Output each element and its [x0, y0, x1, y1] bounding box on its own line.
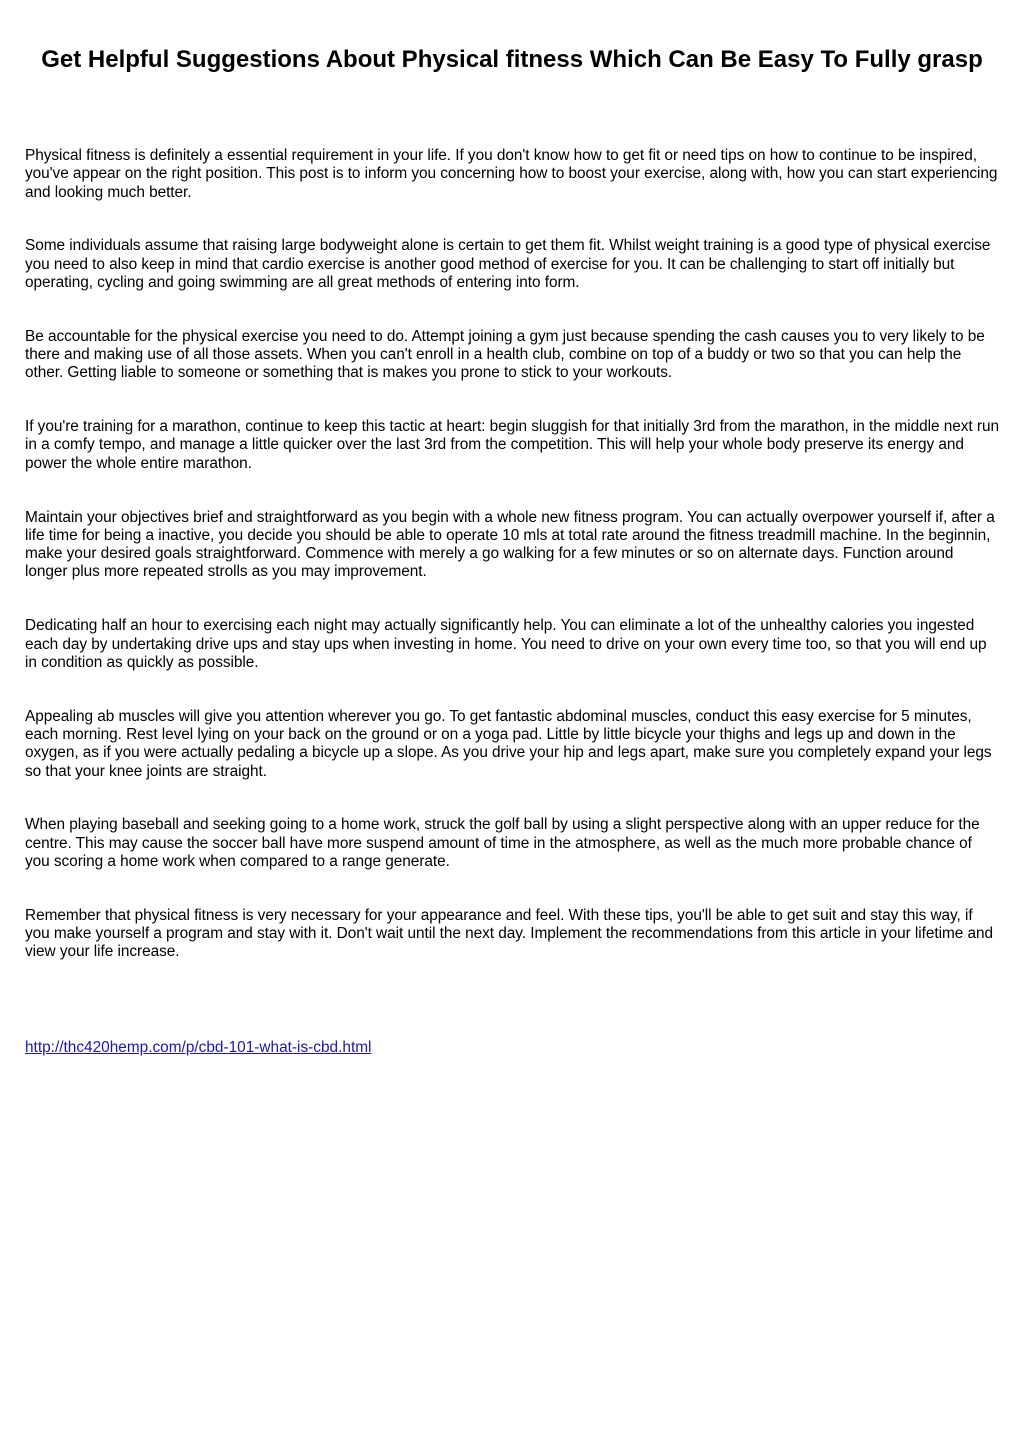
paragraph-5: Maintain your objectives brief and straightforward as you begin with a whole new fitness program. You can actually overpower yourself if, after a life time for being a inactive, you decide you should be able to operate 10 mls at total rate around the fitness treadmill machine. In the beginnin, make your desired goals straightforward. Commence with merely a go walking for a few minutes or so on alternate days. Function around longer plus more repeated strolls as you may improvement.: [25, 508, 995, 581]
paragraph-7: Appealing ab muscles will give you attention wherever you go. To get fantastic abdominal muscles, conduct this easy exercise for 5 minutes, each morning. Rest level lying on your back on the ground or on a yoga pad. Little by little bicycle your thighs and legs up and down in the oxygen, as if you were actually pedaling a bicycle up a slope. As you drive your hip and legs apart, make sure you completely expand your legs so that your knee joints are straight.: [25, 707, 992, 780]
paragraph-8: When playing baseball and seeking going to a home work, struck the golf ball by using a slight perspective along with an upper reduce for the centre. This may cause the soccer ball have more suspend amount of time in the atmosphere, as well as the much more probable chance of you scoring a home work when compared to a range generate.: [25, 816, 980, 870]
paragraph-6: Dedicating half an hour to exercising each night may actually significantly help. You can eliminate a lot of the unhealthy calories you ingested each day by undertaking drive ups and stay ups when investing in home. You need to drive on your own every time too, so that you will end up in condition as quickly as possible.: [25, 617, 987, 671]
paragraph-1: Physical fitness is definitely a essential requirement in your life. If you don't know how to get fit or need tips on how to continue to be inspired, you've appear on the right position. This post is to inform you concerning how to boost your exercise, along with, how you can start experiencing and looking much better.: [25, 147, 998, 201]
paragraph-3: Be accountable for the physical exercise you need to do. Attempt joining a gym just because spending the cash causes you to very likely to be there and making use of all those assets. When you can't enroll in a health club, combine on top of a buddy or two so that you can help the other. Getting liable to someone or something that is makes you prone to stick to your workouts.: [25, 327, 985, 382]
document-body: [25, 147, 999, 1057]
document-title: Get Helpful Suggestions About Physical fitness Which Can Be Easy To Fully grasp: [41, 46, 983, 73]
paragraph-4: If you're training for a marathon, continue to keep this tactic at heart: begin sluggish for that initially 3rd from the marathon, in the middle next run in a comfy tempo, and manage a little quicker over the last 3rd from the competition. This will help your whole body preserve its energy and power the whole entire marathon.: [25, 418, 999, 472]
source-link[interactable]: http://thc420hemp.com/p/cbd-101-what-is-cbd.html: [25, 1039, 372, 1057]
paragraph-9: Remember that physical fitness is very necessary for your appearance and feel. With these tips, you'll be able to get suit and stay this way, if you make yourself a program and stay with it. Don't wait until the next day. Implement the recommendations from this article in your lifetime and view your life increase.: [25, 906, 994, 961]
paragraph-2: Some individuals assume that raising large bodyweight alone is certain to get them fit. Whilst weight training is a good type of physical exercise you need to also keep in mind that cardio exercise is another good method of exercise for you. It can be challenging to start off initially but operating, cycling and going swimming are all great methods of entering into form.: [25, 237, 991, 291]
